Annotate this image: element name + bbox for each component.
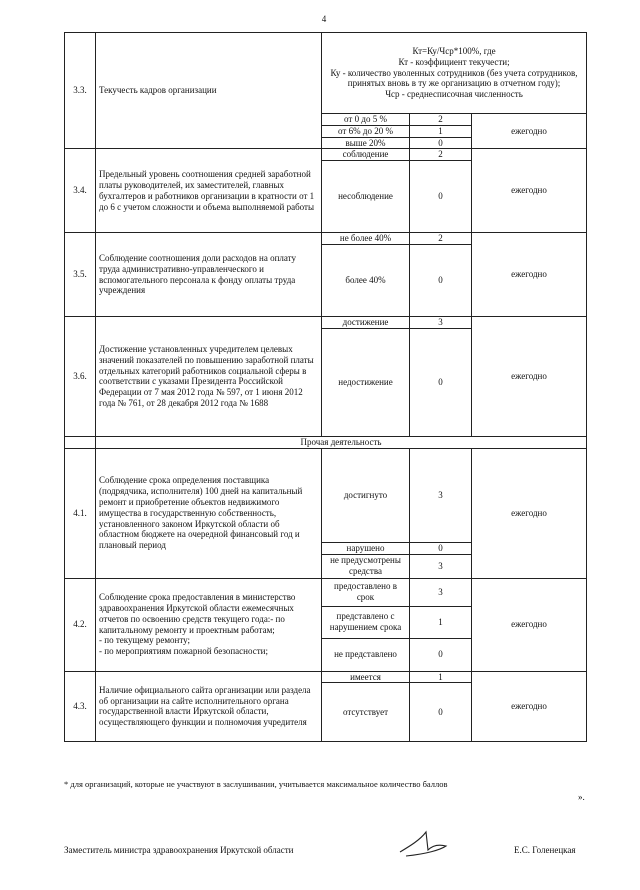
option-label: от 6% до 20 % [322, 125, 410, 137]
criterion-description: Соблюдение срока определения поставщика (подрядчика, исполнителя) 100 дней на капитальный ремонт и приобретение объектов недвижимого имущества в государственную собственность, установленного законом Иркутской области об областном бюджете на очередной финансовый год и плановый период [96, 448, 322, 578]
option-score: 2 [410, 233, 472, 245]
row-number: 4.3. [65, 671, 96, 742]
row-number: 3.4. [65, 149, 96, 233]
option-score: 3 [410, 448, 472, 542]
option-score: 1 [410, 125, 472, 137]
criterion-description: Предельный уровень соотношения средней заработной платы руководителей, их заместителей, главных бухгалтеров и работников организации в кратности от 1 до 6 с учетом сложности и объема выполняемой работы [96, 149, 322, 233]
criterion-description: Текучесть кадров организации [96, 33, 322, 149]
option-label: соблюдение [322, 149, 410, 161]
option-label: отсутствует [322, 683, 410, 742]
footnote: * для организаций, которые не участвуют в заслушивании, учитывается максимальное количество баллов [64, 779, 448, 789]
option-score: 3 [410, 554, 472, 578]
option-label: недостижение [322, 328, 410, 436]
option-label: от 0 до 5 % [322, 114, 410, 126]
description-line: - по мероприятиям пожарной безопасности; [99, 646, 268, 657]
closing-quote: ». [578, 792, 585, 802]
criterion-description [96, 578, 322, 671]
signatory-position: Заместитель министра здравоохранения Иркутской области [64, 845, 294, 855]
criterion-description: Достижение установленных учредителем целевых значений показателей по повышению заработной платы отдельных категорий работников социальной сферы в соответствии с указами Президента Российской Федерации от 7 мая 2012 года № 597, от 1 июня 2012 года № 761, от 28 декабря 2012 года № 1688 [96, 316, 322, 436]
option-label: не представлено [322, 638, 410, 671]
table-row [65, 578, 587, 606]
option-label: не более 40% [322, 233, 410, 245]
table-row [65, 671, 587, 683]
table-row [65, 316, 587, 328]
option-score: 3 [410, 316, 472, 328]
option-score: 0 [410, 137, 472, 149]
table-row [65, 233, 587, 245]
option-label: достижение [322, 316, 410, 328]
signatory-name: Е.С. Голенецкая [514, 845, 576, 855]
option-score: 1 [410, 606, 472, 638]
option-score: 0 [410, 244, 472, 316]
description-line: Соблюдение срока предоставления в министерство здравоохранения Иркутской области ежемесячных отчетов по освоению средств текущего года:- по капитальному ремонту и проектным работам; [99, 592, 296, 635]
row-number: 3.3. [65, 33, 96, 149]
description-line: - по текущему ремонту; [99, 635, 191, 646]
option-score: 2 [410, 149, 472, 161]
option-label: несоблюдение [322, 161, 410, 233]
period: ежегодно [472, 448, 587, 578]
option-label: предоставлено в срок [322, 578, 410, 606]
option-score: 0 [410, 542, 472, 554]
option-label: более 40% [322, 244, 410, 316]
period: ежегодно [472, 149, 587, 233]
signature-mark [396, 826, 456, 862]
option-score: 0 [410, 161, 472, 233]
table-row [65, 149, 587, 161]
table-row [65, 33, 587, 114]
row-number: 3.6. [65, 316, 96, 436]
period: ежегодно [472, 671, 587, 742]
option-score: 0 [410, 328, 472, 436]
option-label: выше 20% [322, 137, 410, 149]
section-spacer [65, 436, 96, 448]
option-label: достигнуто [322, 448, 410, 542]
formula-cell [322, 33, 587, 114]
period: ежегодно [472, 233, 587, 317]
option-label: не предусмотрены средства [322, 554, 410, 578]
option-label: имеется [322, 671, 410, 683]
formula-line: Кт=Ку/Чср*100%, где [412, 46, 496, 56]
criteria-table [64, 32, 587, 742]
option-score: 0 [410, 638, 472, 671]
table-row [65, 448, 587, 542]
option-score: 1 [410, 671, 472, 683]
option-score: 0 [410, 683, 472, 742]
row-number: 3.5. [65, 233, 96, 317]
formula-line: Кт - коэффициент текучести; [398, 56, 510, 67]
page-number: 4 [321, 14, 327, 24]
option-label: представлено с нарушением срока [322, 606, 410, 638]
option-score: 3 [410, 578, 472, 606]
formula-line: Чср - среднесписочная численность [385, 89, 523, 100]
criterion-description: Наличие официального сайта организации или раздела об организации на сайте исполнительного органа государственной власти Иркутской области, осуществляющего функции и полномочия учредителя [96, 671, 322, 742]
period: ежегодно [472, 316, 587, 436]
criterion-description: Соблюдение соотношения доли расходов на оплату труда административно-управленческого и вспомогательного персонала к фонду оплаты труда учреждения [96, 233, 322, 317]
row-number: 4.2. [65, 578, 96, 671]
period: ежегодно [472, 578, 587, 671]
formula-line: Ку - количество уволенных сотрудников (без учета сотрудников, принятых вновь в ту же организацию в отчетном году); [330, 67, 578, 89]
option-label: нарушено [322, 542, 410, 554]
row-number: 4.1. [65, 448, 96, 578]
section-title: Прочая деятельность [96, 436, 587, 448]
period: ежегодно [472, 114, 587, 149]
option-score: 2 [410, 114, 472, 126]
